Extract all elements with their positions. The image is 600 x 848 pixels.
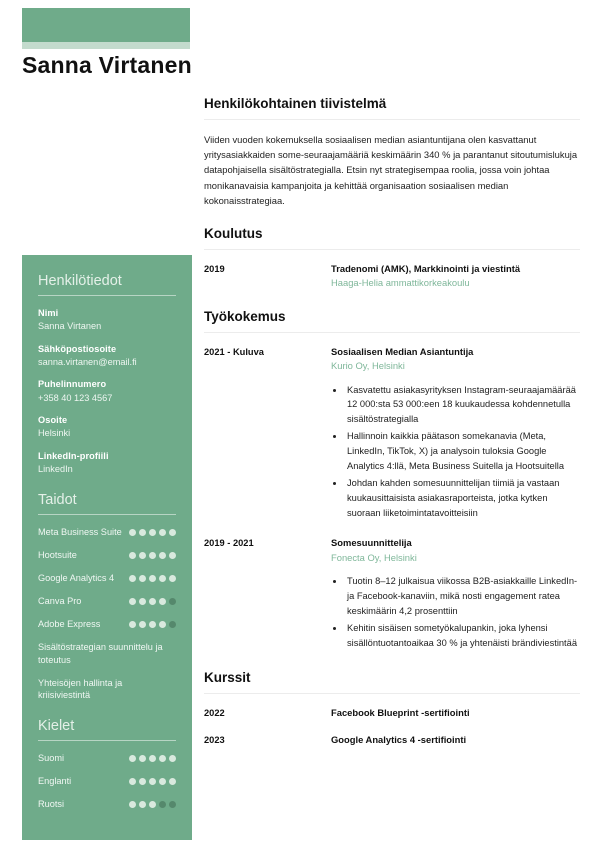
divider — [38, 740, 176, 741]
skill-label: Adobe Express — [38, 618, 101, 629]
personal-field — [38, 307, 176, 334]
achievement-list — [345, 574, 580, 650]
rating-dots — [129, 529, 176, 536]
course-name: Facebook Blueprint -sertifiointi — [331, 707, 470, 719]
rating-dot — [159, 529, 166, 536]
course-name: Google Analytics 4 -sertifiointi — [331, 734, 467, 746]
rating-dot — [149, 621, 156, 628]
section-title-education: Koulutus — [204, 226, 263, 242]
skill-row — [38, 549, 176, 562]
company-name: Fonecta Oy, Helsinki — [331, 551, 417, 563]
entry-date: 2019 - 2021 — [204, 538, 254, 549]
language-row — [38, 775, 176, 788]
rating-dot — [149, 755, 156, 762]
main-content — [204, 96, 580, 766]
personal-field-label: LinkedIn-profiili — [38, 450, 109, 461]
achievement-item: • Johdan kahden somesuunnittelijan tiimiä ja vastaan kuukausittaisista asiakasraporteista, jotka kytken suoraan liiketoimintatavoitteisiin — [345, 476, 580, 521]
rating-dot — [129, 598, 136, 605]
divider — [38, 514, 176, 515]
rating-dot — [149, 575, 156, 582]
experience-entry — [204, 536, 580, 652]
divider — [204, 249, 580, 250]
rating-dot — [129, 801, 136, 808]
rating-dot — [129, 778, 136, 785]
rating-dot — [139, 598, 146, 605]
divider — [204, 693, 580, 694]
personal-field-value: +358 40 123 4567 — [38, 392, 113, 403]
rating-dots — [129, 755, 176, 762]
rating-dots — [129, 778, 176, 785]
personal-field — [38, 414, 176, 441]
rating-dot — [149, 598, 156, 605]
rating-dot — [149, 778, 156, 785]
degree-title: Tradenomi (AMK), Markkinointi ja viestintä — [331, 263, 521, 275]
rating-dot — [129, 755, 136, 762]
rating-dot — [169, 621, 176, 628]
rating-dot — [169, 575, 176, 582]
rating-dot — [169, 529, 176, 536]
header-accent-strip — [22, 42, 190, 49]
section-courses — [204, 670, 580, 748]
language-label: Englanti — [38, 776, 72, 787]
sidebar-section-languages — [38, 718, 176, 811]
section-education — [204, 226, 580, 291]
rating-dot — [139, 575, 146, 582]
rating-dot — [139, 755, 146, 762]
personal-field — [38, 450, 176, 477]
personal-field-label: Nimi — [38, 308, 59, 318]
skill-row — [38, 595, 176, 608]
rating-dots — [129, 621, 176, 628]
language-label: Suomi — [38, 753, 65, 764]
rating-dots — [129, 575, 176, 582]
rating-dot — [129, 621, 136, 628]
skill-label: Hootsuite — [38, 550, 77, 561]
rating-dot — [149, 552, 156, 559]
divider — [204, 119, 580, 120]
achievement-item: • Tuotin 8–12 julkaisua viikossa B2B-asiakkaille LinkedIn- ja Facebook-kanaviin, mikä nosti engagement ratea keskimäärin 4,2 prosenttiin — [345, 574, 580, 619]
rating-dots — [129, 801, 176, 808]
divider — [38, 295, 176, 296]
personal-field-label: Sähköpostiosoite — [38, 343, 117, 354]
language-label: Ruotsi — [38, 799, 65, 810]
personal-field-label: Osoite — [38, 415, 68, 426]
rating-dot — [129, 552, 136, 559]
skill-label: Meta Business Suite — [38, 527, 122, 538]
entry-body — [331, 345, 580, 523]
header-accent-bar — [22, 8, 190, 42]
course-entry — [204, 706, 580, 721]
rating-dot — [159, 621, 166, 628]
rating-dot — [169, 598, 176, 605]
section-title-experience: Työkokemus — [204, 308, 286, 324]
skill-label: Google Analytics 4 — [38, 573, 115, 584]
rating-dot — [139, 801, 146, 808]
sidebar-heading-skills: Taidot — [38, 492, 77, 509]
course-entry — [204, 733, 580, 748]
rating-dot — [169, 778, 176, 785]
rating-dot — [139, 621, 146, 628]
skill-label: Yhteisöjen hallinta ja kriisiviestintä — [38, 677, 123, 701]
personal-field-value: LinkedIn — [38, 464, 73, 475]
sidebar — [22, 255, 192, 840]
rating-dot — [159, 801, 166, 808]
entry-date: 2019 — [204, 264, 225, 275]
rating-dot — [139, 529, 146, 536]
entry-date: 2023 — [204, 735, 225, 746]
company-name: Kurio Oy, Helsinki — [331, 359, 405, 371]
section-experience — [204, 309, 580, 653]
section-summary — [204, 96, 580, 208]
entry-body — [331, 262, 580, 291]
rating-dot — [169, 552, 176, 559]
sidebar-section-skills — [38, 492, 176, 702]
divider — [204, 332, 580, 333]
personal-field-value: sanna.virtanen@email.fi — [38, 357, 137, 368]
entry-body — [331, 536, 580, 652]
personal-field-value: Helsinki — [38, 428, 71, 439]
personal-field-value: Sanna Virtanen — [38, 321, 102, 332]
skill-label: Sisältöstrategian suunnittelu ja toteutus — [38, 641, 163, 665]
section-title-courses: Kurssit — [204, 670, 251, 686]
personal-field — [38, 343, 176, 370]
achievement-list — [345, 383, 580, 521]
personal-field-label: Puhelinnumero — [38, 379, 107, 390]
rating-dot — [159, 755, 166, 762]
rating-dot — [169, 755, 176, 762]
experience-entry — [204, 345, 580, 523]
summary-text: Viiden vuoden kokemuksella sosiaalisen median asiantuntijana olen kasvattanut yritysasiakkaiden some-seuraajamääriä keskimäärin 340 % ja parantanut sitoutumislukuja datapohjaisella sisältöstrategialla. Etsin nyt strategisempaa roolia, jossa voin johtaa monikanavaisia kampanjoita ja kehittää organisaation sosiaalisen median kokonaisstrategiaa. — [204, 134, 578, 206]
skill-row — [38, 618, 176, 631]
rating-dot — [159, 575, 166, 582]
language-row — [38, 752, 176, 765]
role-title: Somesuunnittelija — [331, 537, 412, 549]
page-title: Sanna Virtanen — [22, 52, 192, 78]
skill-label: Canva Pro — [38, 596, 82, 607]
skill-row — [38, 526, 176, 539]
rating-dot — [159, 552, 166, 559]
sidebar-heading-languages: Kielet — [38, 718, 75, 735]
rating-dot — [149, 801, 156, 808]
personal-field — [38, 378, 176, 405]
role-title: Sosiaalisen Median Asiantuntija — [331, 345, 474, 357]
rating-dot — [129, 575, 136, 582]
education-entry — [204, 262, 580, 291]
language-row — [38, 798, 176, 811]
rating-dot — [159, 598, 166, 605]
rating-dot — [159, 778, 166, 785]
rating-dots — [129, 598, 176, 605]
achievement-item: • Hallinnoin kaikkia päätason somekanavia (Meta, LinkedIn, TikTok, X) ja analysoin tuloksia Google Analytics 4:llä, Meta Business Suitella ja Hootsuitella — [345, 429, 580, 474]
rating-dot — [129, 529, 136, 536]
sidebar-heading-personal: Henkilötiedot — [38, 273, 122, 289]
school-name: Haaga-Helia ammattikorkeakoulu — [331, 277, 470, 289]
entry-date: 2021 - Kuluva — [204, 346, 264, 357]
rating-dot — [139, 778, 146, 785]
rating-dots — [129, 552, 176, 559]
achievement-item: • Kasvatettu asiakasyrityksen Instagram-seuraajamäärää 12 000:sta 53 000:een 18 kuukaudessa kohdennetulla sisältöstrategialla — [345, 383, 580, 428]
rating-dot — [149, 529, 156, 536]
rating-dot — [169, 801, 176, 808]
skill-row — [38, 572, 176, 585]
achievement-item: • Kehitin sisäisen sometyökalupankin, joka lyhensi sisällöntuotantoaikaa 30 % ja yhtenäisti brändiviestintää — [345, 621, 580, 651]
sidebar-section-personal — [38, 273, 176, 476]
rating-dot — [139, 552, 146, 559]
entry-date: 2022 — [204, 708, 225, 719]
section-title-summary: Henkilökohtainen tiivistelmä — [204, 96, 387, 111]
